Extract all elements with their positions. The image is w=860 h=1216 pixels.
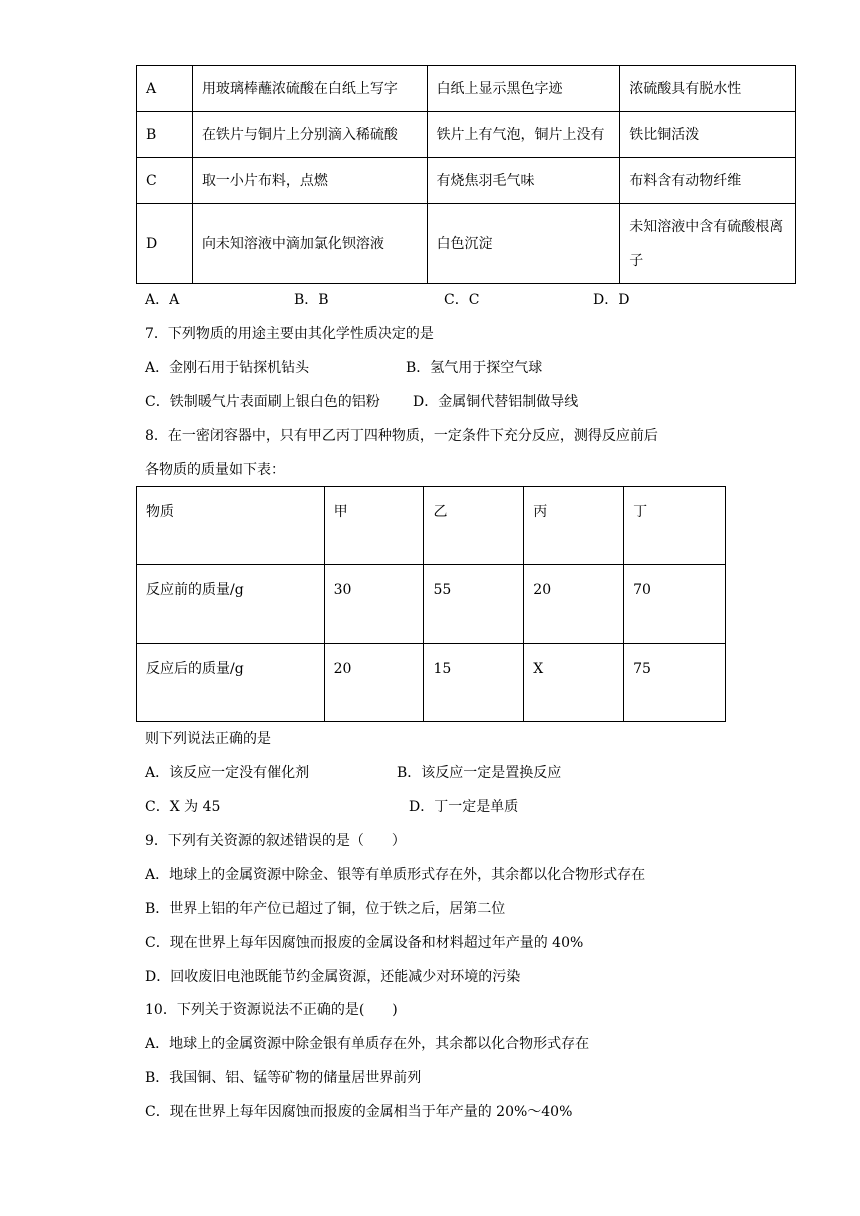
q6-option-b: B．B: [294, 292, 329, 308]
q6-option-d: D．D: [593, 292, 630, 308]
table-row: [137, 112, 796, 158]
q8-stem-line2: 各物质的质量如下表：: [145, 462, 285, 478]
q8-option-c: C．X 为 45: [145, 799, 221, 815]
q9-option-c: C．现在世界上每年因腐蚀而报废的金属设备和材料超过年产量的 40%: [145, 935, 584, 951]
table-cell: 白纸上显示黑色字迹: [427, 66, 620, 112]
q8-option-b: B．该反应一定是置换反应: [397, 765, 562, 781]
table-cell: B: [137, 112, 193, 158]
table-cell: X: [524, 644, 624, 722]
mass-table: [136, 486, 726, 722]
table-cell: D: [137, 204, 193, 284]
table-cell: 向未知溶液中滴加氯化钡溶液: [192, 204, 427, 284]
table-cell: 布料含有动物纤维: [620, 158, 796, 204]
table-cell: 20: [524, 565, 624, 644]
q9-option-a: A．地球上的金属资源中除金、银等有单质形式存在外，其余都以化合物形式存在: [145, 867, 646, 883]
table-cell: 丙: [524, 487, 624, 565]
table-cell: C: [137, 158, 193, 204]
table-row: [137, 644, 726, 722]
q10-option-a: A．地球上的金属资源中除金银有单质存在外，其余都以化合物形式存在: [145, 1036, 590, 1052]
table-cell: A: [137, 66, 193, 112]
q7-option-d: D．金属铜代替铝制做导线: [413, 394, 579, 410]
table-cell: 丁: [624, 487, 726, 565]
q6-option-c: C．C: [444, 292, 480, 308]
q9-option-b: B．世界上铝的年产位已超过了铜，位于铁之后，居第二位: [145, 901, 506, 917]
table-cell: 30: [324, 565, 424, 644]
q10-stem: 10．下列关于资源说法不正确的是( ): [145, 1002, 398, 1018]
table-cell: 白色沉淀: [427, 204, 620, 284]
table-row: [137, 66, 796, 112]
table-cell: 反应前的质量/g: [137, 565, 325, 644]
table-cell: 物质: [137, 487, 325, 565]
table-cell: 铁片上有气泡，铜片上没有: [427, 112, 620, 158]
table-cell: 乙: [424, 487, 524, 565]
q8-option-d: D．丁一定是单质: [409, 799, 519, 815]
table-cell: 甲: [324, 487, 424, 565]
experiment-table: [136, 65, 796, 284]
table-cell: 浓硫酸具有脱水性: [620, 66, 796, 112]
q7-option-c: C．铁制暖气片表面刷上银白色的铝粉: [145, 394, 380, 410]
table-row: [137, 158, 796, 204]
q8-option-a: A．该反应一定没有催化剂: [145, 765, 310, 781]
q10-option-c: C．现在世界上每年因腐蚀而报废的金属相当于年产量的 20%～40%: [145, 1104, 573, 1120]
table-row: [137, 204, 796, 284]
table-cell: 75: [624, 644, 726, 722]
q6-option-a: A．A: [145, 292, 180, 308]
table-cell: 铁比铜活泼: [620, 112, 796, 158]
table-cell: 有烧焦羽毛气味: [427, 158, 620, 204]
q7-option-b: B．氢气用于探空气球: [406, 360, 543, 376]
table-cell: 在铁片与铜片上分别滴入稀硫酸: [192, 112, 427, 158]
table-row: [137, 565, 726, 644]
q8-stem-line1: 8．在一密闭容器中，只有甲乙丙丁四种物质，一定条件下充分反应，测得反应前后: [145, 428, 658, 444]
q9-option-d: D．回收废旧电池既能节约金属资源，还能减少对环境的污染: [145, 969, 521, 985]
table-cell: 70: [624, 565, 726, 644]
table-cell: 未知溶液中含有硫酸根离子: [620, 204, 796, 284]
table-cell: 15: [424, 644, 524, 722]
table-cell: 20: [324, 644, 424, 722]
q7-option-a: A．金刚石用于钻探机钻头: [145, 360, 310, 376]
table-row: [137, 487, 726, 565]
q8-after-text: 则下列说法正确的是: [145, 731, 271, 747]
q9-stem: 9．下列有关资源的叙述错误的是（ ）: [145, 833, 406, 849]
table-cell: 反应后的质量/g: [137, 644, 325, 722]
table-cell: 55: [424, 565, 524, 644]
table-cell: 用玻璃棒蘸浓硫酸在白纸上写字: [192, 66, 427, 112]
table-cell: 取一小片布料，点燃: [192, 158, 427, 204]
q10-option-b: B．我国铜、铝、锰等矿物的储量居世界前列: [145, 1070, 422, 1086]
q7-stem: 7．下列物质的用途主要由其化学性质决定的是: [145, 326, 434, 342]
